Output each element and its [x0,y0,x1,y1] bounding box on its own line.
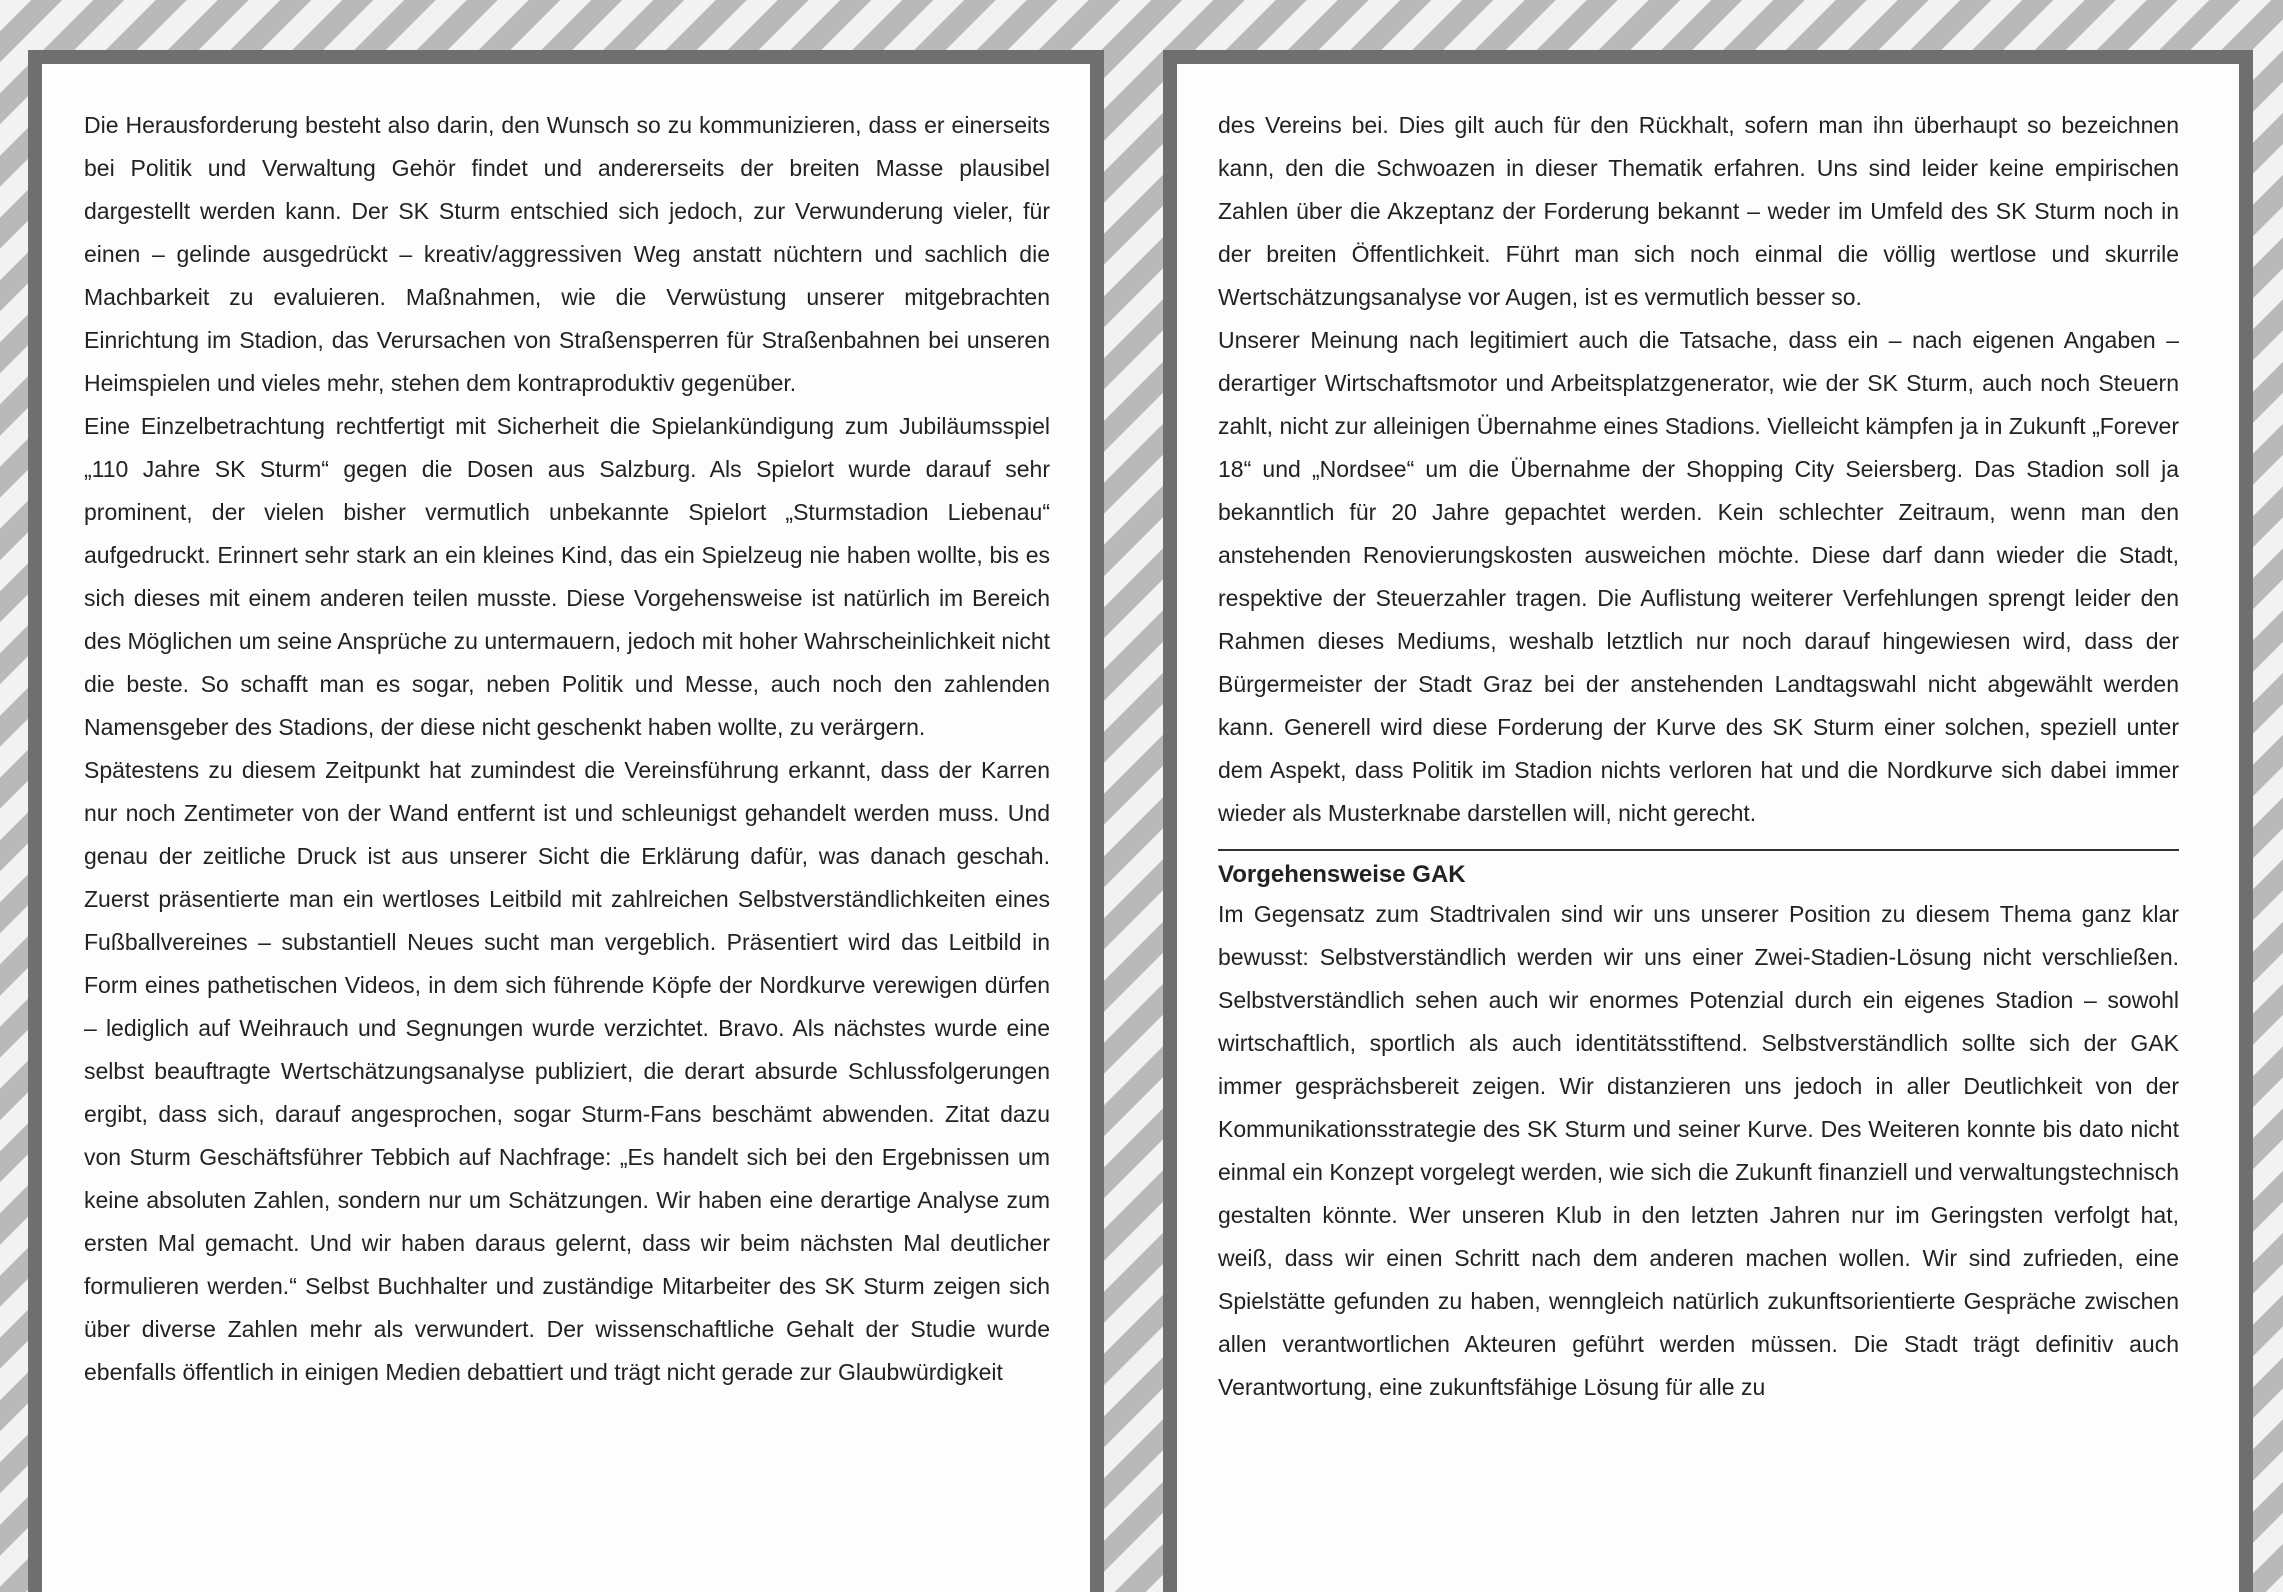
section-title: Vorgehensweise GAK [1218,861,1466,888]
paragraph: des Vereins bei. Dies gilt auch für den Rückhalt, sofern man ihn überhaupt so bezeichnen kann, den die Schwoazen in dieser Thematik erfahren. Uns sind leider keine empirischen Zahlen über die Akzeptanz der Forderung bekannt – weder im Umfeld des SK Sturm noch in der breiten Öffentlichkeit. Führt man sich noch einmal die völlig wertlose und skurrile Wertschätzungsanalyse vor Augen, ist es vermutlich besser so. [1218,112,2179,310]
left-text-column [84,104,1050,1394]
paragraph: Eine Einzelbetrachtung rechtfertigt mit Sicherheit die Spielankündigung zum Jubiläumsspiel „110 Jahre SK Sturm“ gegen die Dosen aus Salzburg. Als Spielort wurde darauf sehr prominent, der vielen bisher vermutlich unbekannte Spielort „Sturmstadion Liebenau“ aufgedruckt. Erinnert sehr stark an ein kleines Kind, das ein Spielzeug nie haben wollte, bis es sich dieses mit einem anderen teilen musste. Diese Vorgehensweise ist natürlich im Bereich des Möglichen um seine Ansprüche zu untermauern, jedoch mit hoher Wahrscheinlichkeit nicht die beste. So schafft man es sogar, neben Politik und Messe, auch noch den zahlenden Namensgeber des Stadions, der diese nicht geschenkt haben wollte, zu verärgern. [84,413,1050,740]
right-text-column [1218,104,2179,1409]
left-page [28,50,1104,1592]
right-page [1163,50,2253,1592]
paragraph: Im Gegensatz zum Stadtrivalen sind wir uns unserer Position zu diesem Thema ganz klar bewusst: Selbstverständlich werden wir uns einer Zwei-Stadien-Lösung nicht verschließen. Selbstverständlich sehen auch wir enormes Potenzial durch ein eigenes Stadion – sowohl wirtschaftlich, sportlich als auch identitätsstiftend. Selbstverständlich sollte sich der GAK immer gesprächsbereit zeigen. Wir distanzieren uns jedoch in aller Deutlichkeit von der Kommunikationsstrategie des SK Sturm und seiner Kurve. Des Weiteren konnte bis dato nicht einmal ein Konzept vorgelegt werden, wie sich die Zukunft finanziell und verwaltungstechnisch gestalten könnte. Wer unseren Klub in den letzten Jahren nur im Geringsten verfolgt hat, weiß, dass wir einen Schritt nach dem anderen machen wollen. Wir sind zufrieden, eine Spielstätte gefunden zu haben, wenngleich natürlich zukunftsorientierte Gespräche zwischen allen verantwortlichen Akteuren geführt werden müssen. Die Stadt trägt definitiv auch Verantwortung, eine zukunftsfähige Lösung für alle zu [1218,901,2179,1400]
paragraph: Spätestens zu diesem Zeitpunkt hat zumindest die Vereinsführung erkannt, dass der Karren nur noch Zentimeter von der Wand entfernt ist und schleunigst gehandelt werden muss. Und genau der zeitliche Druck ist aus unserer Sicht die Erklärung dafür, was danach geschah. Zuerst präsentierte man ein wertloses Leitbild mit zahlreichen Selbstverständlichkeiten eines Fußballvereines – substantiell Neues sucht man vergeblich. Präsentiert wird das Leitbild in Form eines pathetischen Videos, in dem sich führende Köpfe der Nordkurve verewigen dürfen – lediglich auf Weihrauch und Segnungen wurde verzichtet. Bravo. Als nächstes wurde eine selbst beauftragte Wertschätzungsanalyse publiziert, die derart absurde Schlussfolgerungen ergibt, dass sich, darauf angesprochen, sogar Sturm-Fans beschämt abwenden. Zitat dazu von Sturm Geschäftsführer Tebbich auf Nachfrage: „Es handelt sich bei den Ergebnissen um keine absoluten Zahlen, sondern nur um Schätzungen. Wir haben eine derartige Analyse zum ersten Mal gemacht. Und wir haben daraus gelernt, dass wir beim nächsten Mal deutlicher formulieren werden.“ Selbst Buchhalter und zuständige Mitarbeiter des SK Sturm zeigen sich über diverse Zahlen mehr als verwundert. Der wissenschaftliche Gehalt der Studie wurde ebenfalls öffentlich in einigen Medien debattiert und trägt nicht gerade zur Glaubwürdigkeit [84,757,1050,1385]
paragraph: Unserer Meinung nach legitimiert auch die Tatsache, dass ein – nach eigenen Angaben – derartiger Wirtschaftsmotor und Arbeitsplatzgenerator, wie der SK Sturm, auch noch Steuern zahlt, nicht zur alleinigen Übernahme eines Stadions. Vielleicht kämpfen ja in Zukunft „Forever 18“ und „Nordsee“ um die Übernahme der Shopping City Seiersberg. Das Stadion soll ja bekanntlich für 20 Jahre gepachtet werden. Kein schlechter Zeitraum, wenn man den anstehenden Renovierungskosten ausweichen möchte. Diese darf dann wieder die Stadt, respektive der Steuerzahler tragen. Die Auflistung weiterer Verfehlungen sprengt leider den Rahmen dieses Mediums, weshalb letztlich nur noch darauf hingewiesen wird, dass der Bürgermeister der Stadt Graz bei der anstehenden Landtagswahl nicht abgewählt werden kann. Generell wird diese Forderung der Kurve des SK Sturm einer solchen, speziell unter dem Aspekt, dass Politik im Stadion nichts verloren hat und die Nordkurve sich dabei immer wieder als Musterknabe darstellen will, nicht gerecht. [1218,327,2179,826]
paragraph: Die Herausforderung besteht also darin, den Wunsch so zu kommunizieren, dass er einerseits bei Politik und Verwaltung Gehör findet und andererseits der breiten Masse plausibel dargestellt werden kann. Der SK Sturm entschied sich jedoch, zur Verwunderung vieler, für einen – gelinde ausgedrückt – kreativ/aggressiven Weg anstatt nüchtern und sachlich die Machbarkeit zu evaluieren. Maßnahmen, wie die Verwüstung unserer mitgebrachten Einrichtung im Stadion, das Verursachen von Straßensperren für Straßenbahnen bei unseren Heimspielen und vieles mehr, stehen dem kontraproduktiv gegenüber. [84,112,1050,396]
section-divider [1218,849,2179,851]
